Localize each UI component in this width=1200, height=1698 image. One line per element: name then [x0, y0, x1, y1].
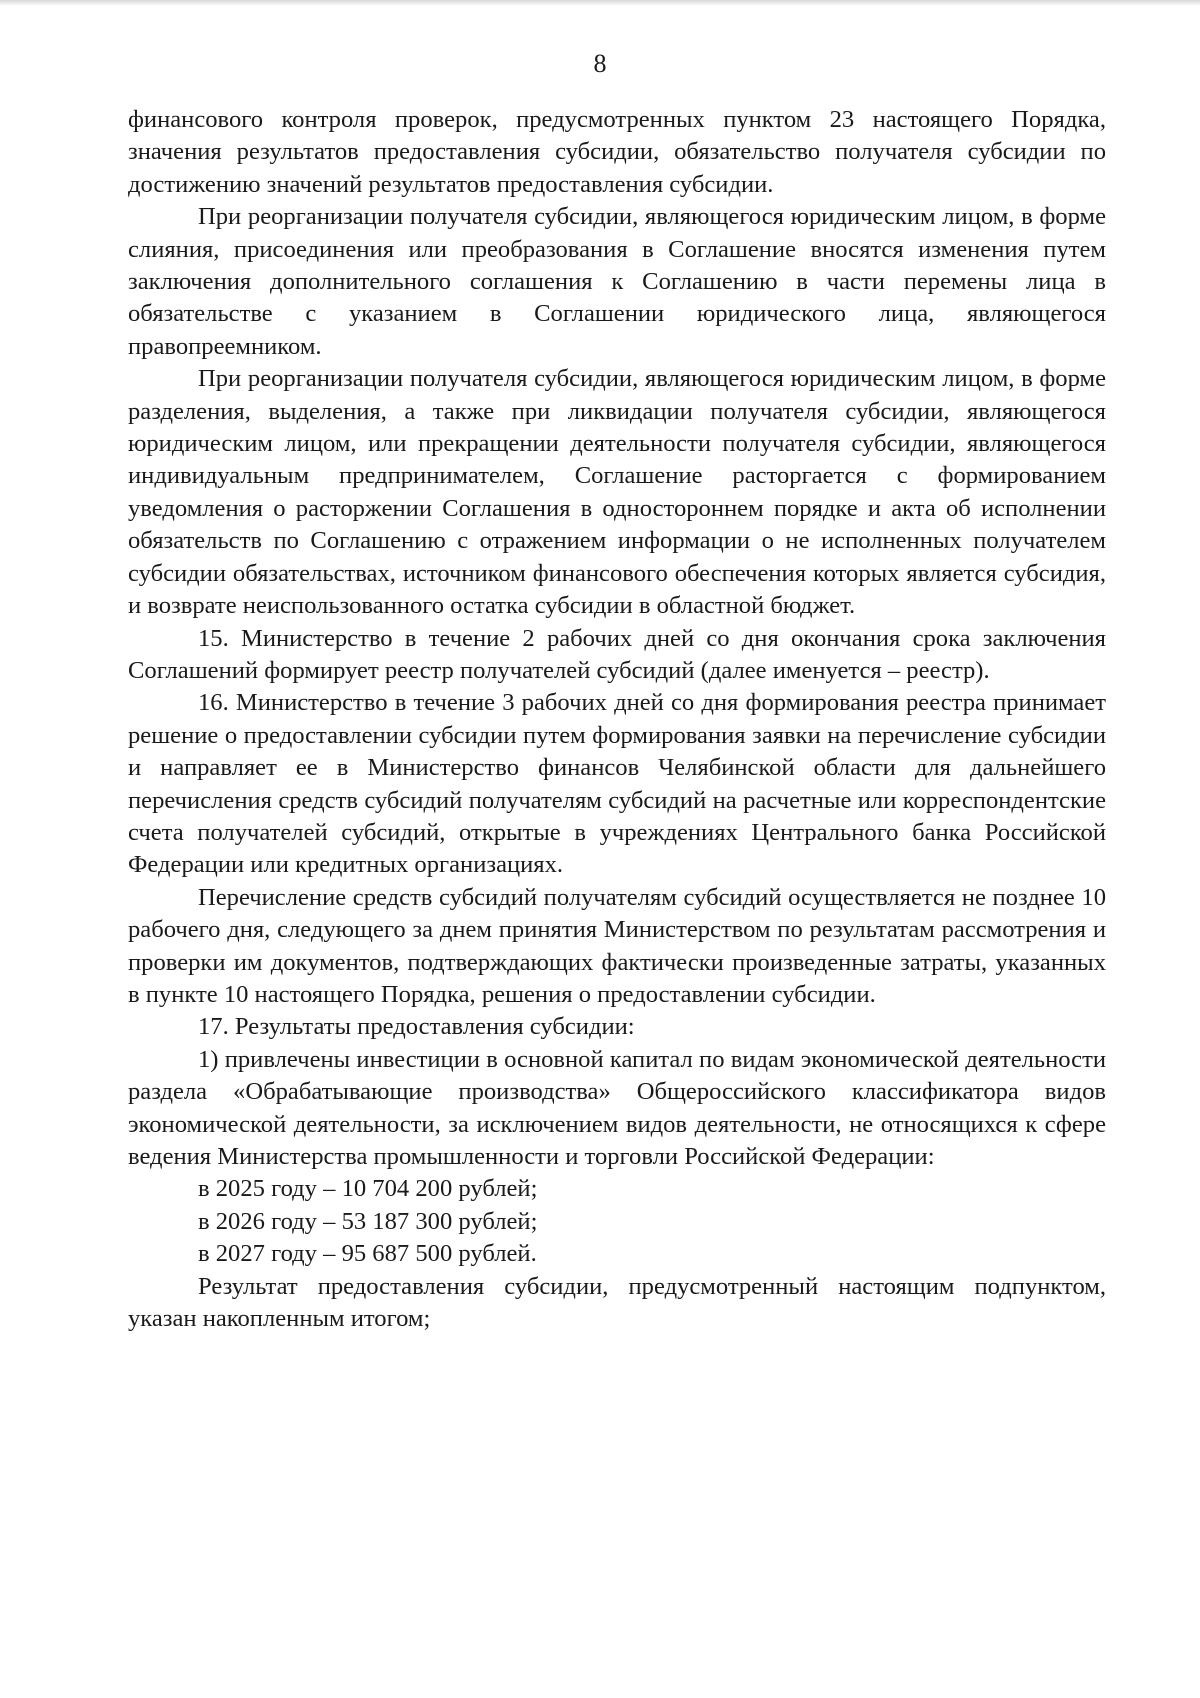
document-body — [128, 104, 1106, 1335]
paragraph-transfer-terms: Перечисление средств субсидий получателям субсидий осуществляется не позднее 10 рабочего дня, следующего за днем принятия Министерством по результатам рассмотрения и проверки им документов, подтверждающих фактически произведенные затраты, указанных в пункте 10 настоящего Порядка, решения о предоставлении субсидии. — [128, 883, 1106, 1008]
paragraph-item-17-1: 1) привлечены инвестиции в основной капитал по видам экономической деятельности раздела «Обрабатывающие производства» Общероссийского классификатора видов экономической деятельности, за исключением видов деятельности, не относящихся к сфере ведения Министерства промышленности и торговли Российской Федерации: — [128, 1045, 1106, 1170]
amount-line-2026: в 2026 году – 53 187 300 рублей; — [198, 1207, 538, 1235]
paragraph-item-16: 16. Министерство в течение 3 рабочих дней со дня формирования реестра принимает решение о предоставлении субсидии путем формирования заявки на перечисление субсидии и направляет ее в Министерство финансов Челябинской области для дальнейшего перечисления средств субсидий получателям субсидий на расчетные или корреспондентские счета получателей субсидий, открытые в учреждениях Центрального банка Российской Федерации или кредитных организациях. — [128, 689, 1106, 879]
paragraph-item-15: 15. Министерство в течение 2 рабочих дней со дня окончания срока заключения Соглашений формирует реестр получателей субсидий (далее именуется – реестр). — [128, 624, 1106, 684]
scan-edge-shadow — [0, 0, 1200, 6]
paragraph-reorganization-merger: При реорганизации получателя субсидии, являющегося юридическим лицом, в форме слияния, присоединения или преобразования в Соглашение вносятся изменения путем заключения дополнительного соглашения к Соглашению в части перемены лица в обязательстве с указанием в Соглашении юридического лица, являющегося правопреемником. — [128, 203, 1106, 360]
paragraph-cumulative-note: Результат предоставления субсидии, предусмотренный настоящим подпунктом, указан накопленным итогом; — [128, 1272, 1106, 1333]
paragraph-continuation: финансового контроля проверок, предусмотренных пунктом 23 настоящего Порядка, значения результатов предоставления субсидии, обязательство получателя субсидии по достижению значений результатов предоставления субсидии. — [128, 106, 1106, 198]
amount-line-2027: в 2027 году – 95 687 500 рублей. — [198, 1240, 537, 1268]
page-number: 8 — [593, 49, 607, 78]
paragraph-reorganization-division: При реорганизации получателя субсидии, являющегося юридическим лицом, в форме разделения, выделения, а также при ликвидации получателя субсидии, являющегося юридическим лицом, или прекращении деятельности получателя субсидии, являющегося индивидуальным предпринимателем, Соглашение расторгается с формированием уведомления о расторжении Соглашения в одностороннем порядке и акта об исполнении обязательств по Соглашению с отражением информации о не исполненных получателем субсидии обязательствах, источником финансового обеспечения которых является субсидия, и возврате неиспользованного остатка субсидии в областной бюджет. — [128, 365, 1106, 620]
paragraph-item-17: 17. Результаты предоставления субсидии: — [198, 1013, 635, 1041]
amount-line-2025: в 2025 году – 10 704 200 рублей; — [198, 1175, 538, 1203]
